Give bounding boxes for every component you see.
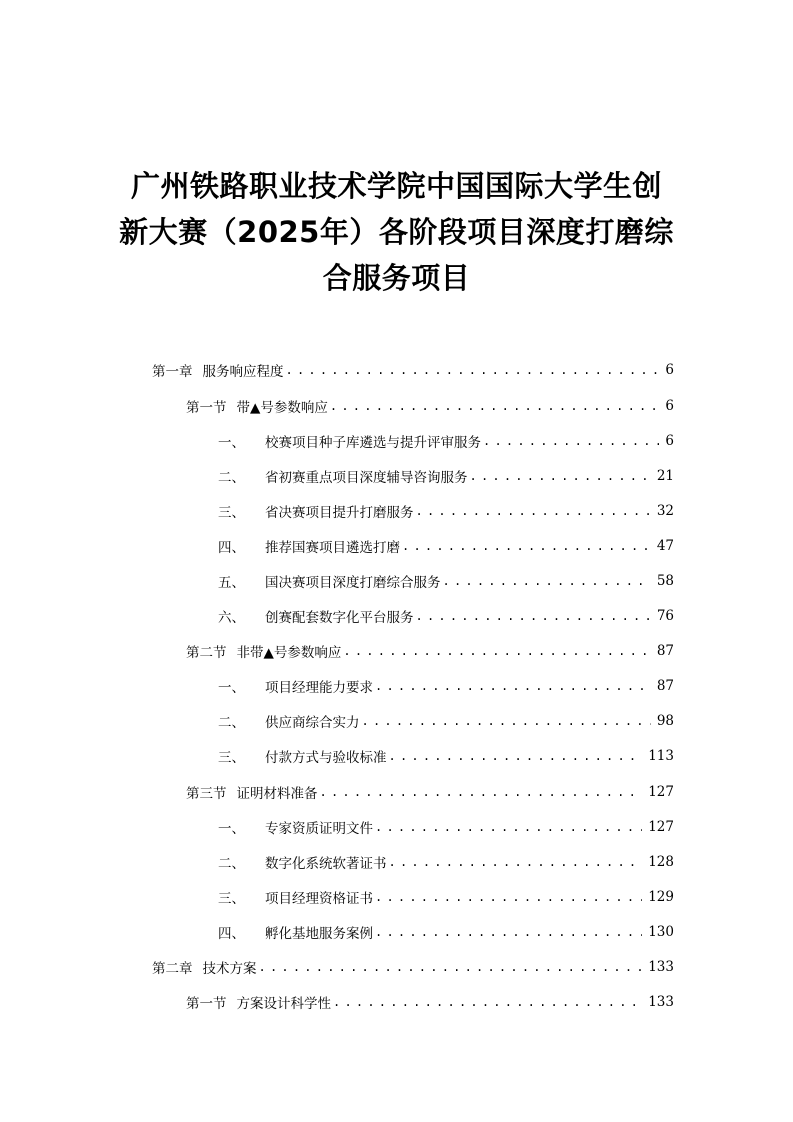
toc-entry-number: 四、 (218, 540, 245, 556)
toc-entry-number: 一、 (218, 821, 245, 837)
toc-entry[interactable] (218, 604, 674, 628)
toc-entry-page: 127 (648, 819, 674, 835)
toc-leader-dots (259, 955, 643, 979)
toc-entry-page: 133 (648, 994, 674, 1010)
toc-leader-dots (375, 920, 642, 944)
toc-leader-dots (375, 885, 642, 909)
toc-entry-page: 127 (648, 784, 674, 800)
toc-entry-number: 第二章 (152, 961, 193, 977)
toc-entry-text: 校赛项目种子库遴选与提升评审服务 (265, 435, 481, 451)
toc-entry-number: 第一节 (186, 400, 227, 416)
toc-entry[interactable] (218, 850, 674, 874)
toc-leader-dots (375, 815, 642, 839)
toc-entry-number: 第三节 (186, 786, 227, 802)
toc-entry-number: 二、 (218, 470, 245, 486)
toc-leader-dots (416, 499, 651, 523)
toc-entry[interactable] (218, 920, 674, 944)
toc-entry-number: 第一章 (152, 364, 193, 380)
toc-entry-text: 项目经理能力要求 (265, 680, 373, 696)
toc-entry-page: 113 (648, 748, 674, 764)
toc-entry-page: 87 (656, 643, 674, 659)
toc-entry-number: 一、 (218, 680, 245, 696)
toc-entry-number: 第一节 (186, 996, 227, 1012)
toc-entry[interactable] (186, 639, 674, 663)
toc-entry-text: 创赛配套数字化平台服务 (265, 610, 414, 626)
toc-entry-text: 服务响应程度 (202, 364, 284, 380)
toc-entry-number: 三、 (218, 750, 245, 766)
toc-entry-page: 129 (648, 889, 674, 905)
toc-entry[interactable] (152, 358, 674, 382)
toc-entry-text: 证明材料准备 (236, 786, 318, 802)
toc-entry-number: 三、 (218, 505, 245, 521)
toc-entry[interactable] (218, 744, 674, 768)
toc-entry-number: 五、 (218, 575, 245, 591)
toc-entry-text: 国决赛项目深度打磨综合服务 (265, 575, 441, 591)
toc-entry[interactable] (218, 464, 674, 488)
title-line-3: 合服务项目 (322, 261, 471, 295)
toc-leader-dots (402, 534, 651, 558)
toc-entry-page: 130 (648, 924, 674, 940)
toc-leader-dots (443, 569, 651, 593)
toc-entry-text: 专家资质证明文件 (265, 821, 373, 837)
toc-entry-text: 非带▲号参数响应 (236, 645, 342, 661)
toc-entry[interactable] (218, 815, 674, 839)
toc-entry-page: 133 (648, 959, 674, 975)
toc-leader-dots (375, 674, 651, 698)
toc-entry-number: 三、 (218, 891, 245, 907)
toc-entry-page: 98 (656, 713, 674, 729)
toc-entry-number: 四、 (218, 926, 245, 942)
toc-leader-dots (470, 464, 651, 488)
toc-entry[interactable] (218, 709, 674, 733)
toc-entry[interactable] (186, 990, 674, 1014)
toc-leader-dots (286, 358, 660, 382)
toc-leader-dots (362, 709, 651, 733)
toc-leader-dots (389, 744, 643, 768)
toc-entry-text: 技术方案 (202, 961, 257, 977)
toc-entry[interactable] (218, 569, 674, 593)
toc-entry-number: 一、 (218, 435, 245, 451)
toc-entry[interactable] (218, 429, 674, 453)
toc-entry-page: 76 (656, 608, 674, 624)
toc-entry-text: 推荐国赛项目遴选打磨 (265, 540, 400, 556)
toc-entry-text: 省决赛项目提升打磨服务 (265, 505, 414, 521)
toc-entry-number: 六、 (218, 610, 245, 626)
toc-entry[interactable] (186, 394, 674, 418)
toc-leader-dots (320, 780, 643, 804)
toc-entry-text: 方案设计科学性 (236, 996, 331, 1012)
toc-entry[interactable] (186, 780, 674, 804)
toc-entry-page: 6 (665, 398, 674, 414)
toc-leader-dots (330, 394, 660, 418)
toc-entry-text: 带▲号参数响应 (236, 400, 328, 416)
title-line-2: 新大赛（2025年）各阶段项目深度打磨综 (119, 215, 674, 249)
toc-entry-number: 二、 (218, 856, 245, 872)
toc-entry-text: 项目经理资格证书 (265, 891, 373, 907)
toc-entry-page: 21 (656, 468, 674, 484)
toc-leader-dots (416, 604, 651, 628)
toc-leader-dots (343, 639, 650, 663)
toc-entry-page: 6 (665, 433, 674, 449)
toc-entry-page: 58 (656, 573, 674, 589)
toc-leader-dots (333, 990, 642, 1014)
toc-entry-text: 数字化系统软著证书 (265, 856, 387, 872)
toc-entry-number: 二、 (218, 715, 245, 731)
toc-entry-page: 6 (665, 362, 674, 378)
title-line-1: 广州铁路职业技术学院中国国际大学生创 (130, 169, 662, 203)
toc-entry-number: 第二节 (186, 645, 227, 661)
toc-entry[interactable] (218, 674, 674, 698)
toc-leader-dots (389, 850, 643, 874)
toc-entry-page: 87 (656, 678, 674, 694)
toc-entry-text: 孵化基地服务案例 (265, 926, 373, 942)
toc-entry-text: 省初赛重点项目深度辅导咨询服务 (265, 470, 468, 486)
toc-entry-text: 付款方式与验收标准 (265, 750, 387, 766)
toc-entry[interactable] (152, 955, 674, 979)
toc-entry-page: 32 (656, 503, 674, 519)
toc-leader-dots (483, 429, 659, 453)
toc-entry[interactable] (218, 885, 674, 909)
toc-entry-page: 128 (648, 854, 674, 870)
toc-entry-text: 供应商综合实力 (265, 715, 360, 731)
toc-entry[interactable] (218, 499, 674, 523)
toc-entry[interactable] (218, 534, 674, 558)
toc-entry-page: 47 (656, 538, 674, 554)
document-title (118, 163, 675, 301)
